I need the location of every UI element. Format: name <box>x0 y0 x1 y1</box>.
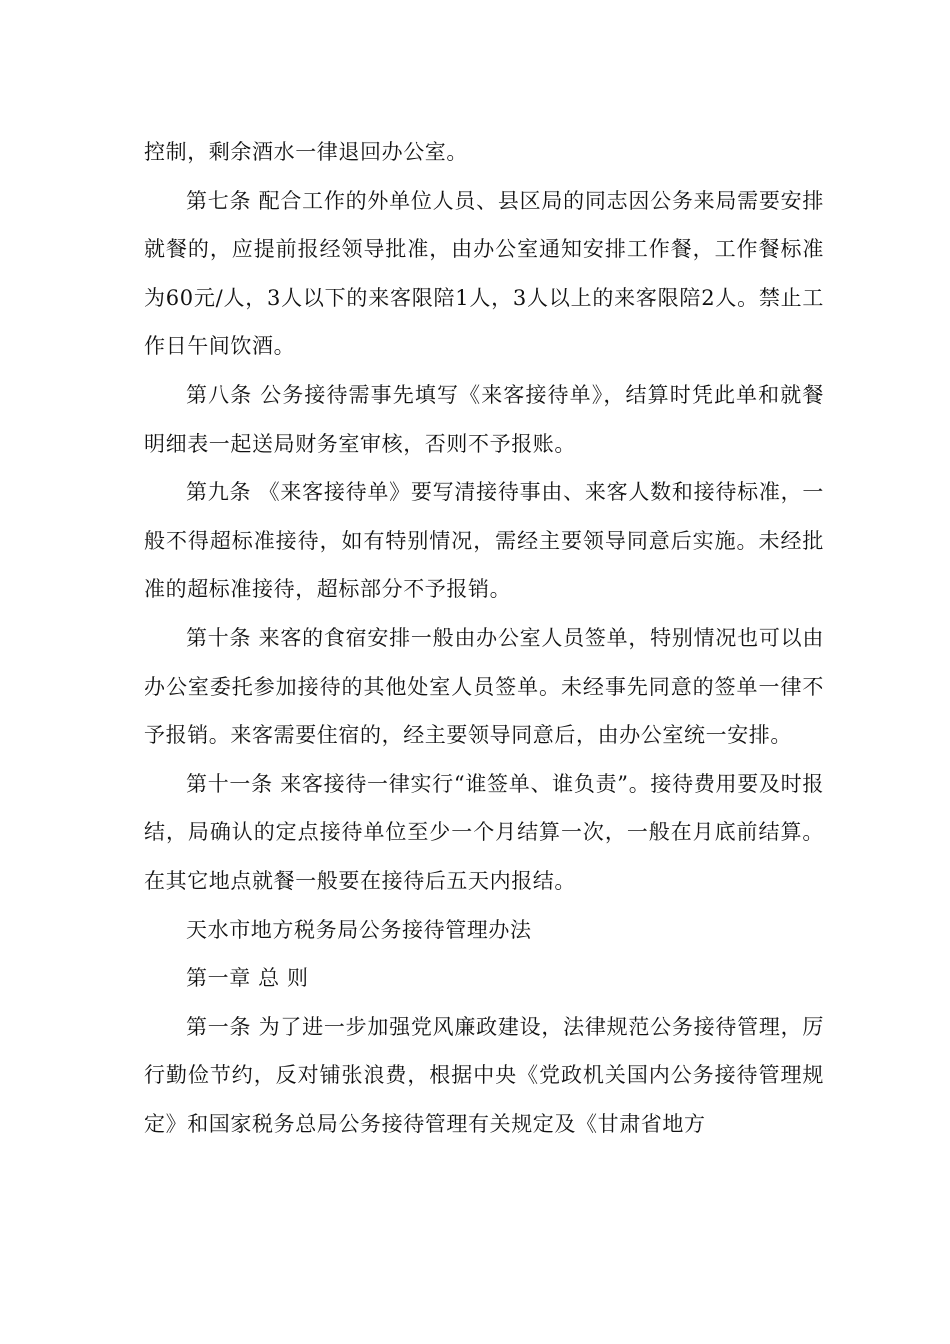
paragraph-article-7: 第七条 配合工作的外单位人员、县区局的同志因公务来局需要安排就餐的，应提前报经领导批准，由办公室通知安排工作餐，工作餐标准为60元/人，3人以下的来客限陪1人，3人以上的来客限陪2人。禁止工作日午间饮酒。 <box>144 188 824 359</box>
paragraph-article-8: 第八条 公务接待需事先填写《来客接待单》，结算时凭此单和就餐明细表一起送局财务室审核，否则不予报账。 <box>144 382 824 456</box>
paragraph-continuation: 控制，剩余酒水一律退回办公室。 <box>144 140 468 164</box>
paragraph-article-9: 第九条 《来客接待单》要写清接待事由、来客人数和接待标准，一般不得超标准接待，如有特别情况，需经主要领导同意后实施。未经批准的超标准接待，超标部分不予报销。 <box>144 480 824 602</box>
paragraph-article-11: 第十一条 来客接待一律实行“谁签单、谁负责”。接待费用要及时报结，局确认的定点接待单位至少一个月结算一次，一般在月底前结算。在其它地点就餐一般要在接待后五天内报结。 <box>144 771 824 893</box>
section-title: 天水市地方税务局公务接待管理办法 <box>186 917 532 942</box>
chapter-heading: 第一章 总 则 <box>186 966 309 991</box>
paragraph-article-1: 第一条 为了进一步加强党风廉政建设，法律规范公务接待管理，厉行勤俭节约，反对铺张浪费，根据中央《党政机关国内公务接待管理规定》和国家税务总局公务接待管理有关规定及《甘肃省地方 <box>144 1014 824 1136</box>
paragraph-article-10: 第十条 来客的食宿安排一般由办公室人员签单，特别情况也可以由办公室委托参加接待的其他处室人员签单。未经事先同意的签单一律不予报销。来客需要住宿的，经主要领导同意后，由办公室统一安排。 <box>144 625 824 748</box>
document-body <box>144 128 824 1148</box>
